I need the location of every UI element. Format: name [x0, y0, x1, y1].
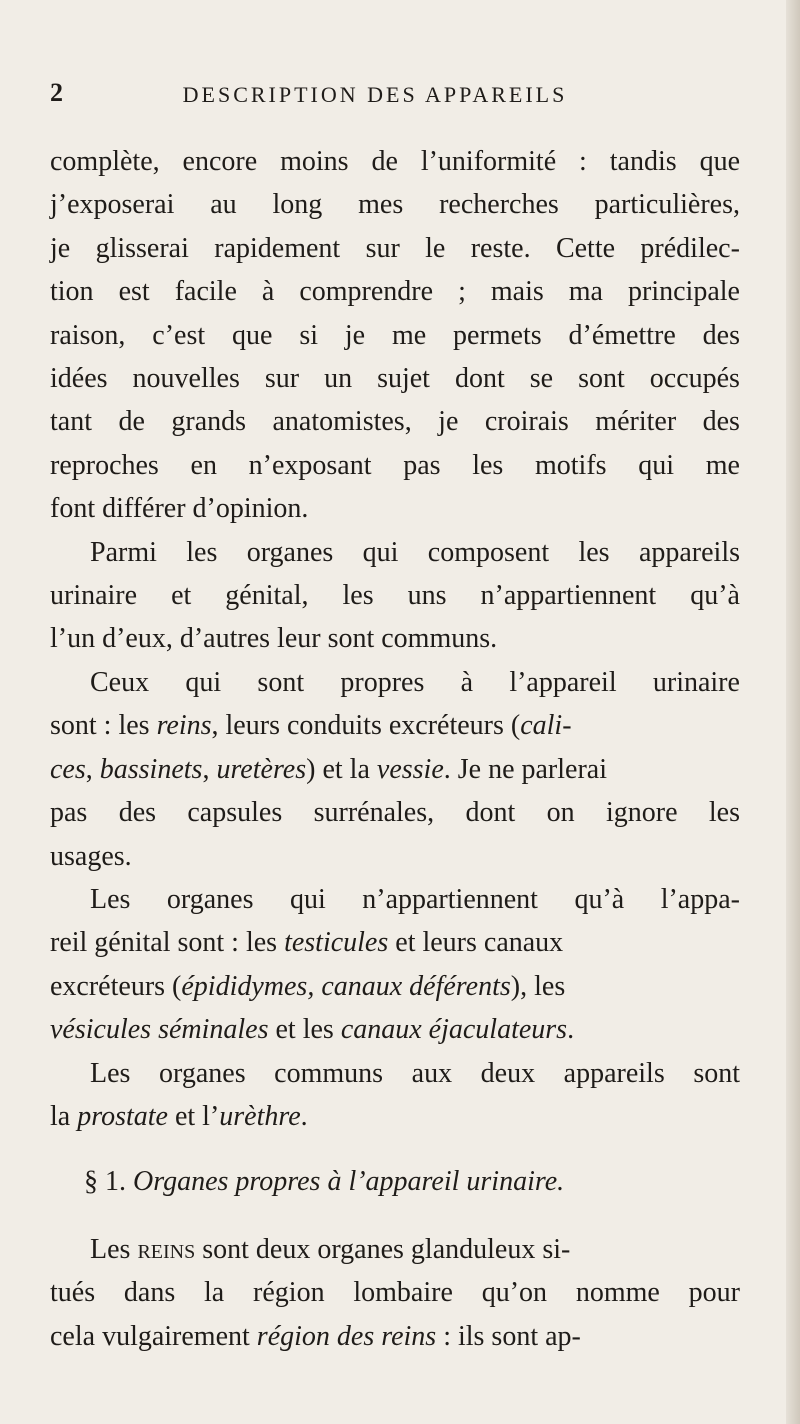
- word: qu’à: [574, 883, 625, 915]
- italic-term: vésicules séminales: [50, 1014, 269, 1046]
- word: tués: [50, 1277, 96, 1309]
- word: mériter: [595, 406, 677, 438]
- word: de: [118, 406, 145, 438]
- word: reste.: [470, 232, 531, 264]
- word: au: [210, 189, 237, 221]
- section-number: § 1.: [84, 1166, 126, 1198]
- word: propres: [340, 666, 425, 698]
- word: l’uniformité: [420, 146, 557, 177]
- word: les: [472, 449, 504, 481]
- word: qui: [362, 536, 399, 568]
- text-line: la prostate et l’urèthre.: [50, 1100, 308, 1132]
- word: surrénales,: [313, 797, 435, 829]
- word: particulières,: [594, 189, 740, 221]
- word: organes: [166, 883, 254, 915]
- word: région: [253, 1277, 325, 1309]
- italic-term: canaux éjaculateurs: [340, 1014, 568, 1046]
- word: permets: [453, 319, 542, 351]
- word: j’exposerai: [50, 189, 175, 221]
- word: qui: [289, 883, 326, 915]
- word: appareils: [563, 1057, 665, 1089]
- text-line: [50, 791, 740, 834]
- italic-term: vessie: [376, 753, 444, 785]
- word: dont: [465, 797, 516, 829]
- word: les: [708, 797, 740, 829]
- word: je: [438, 406, 459, 438]
- word: Les: [90, 883, 131, 915]
- word: n’exposant: [248, 449, 372, 481]
- word: qui: [185, 666, 222, 698]
- italic-term: reins: [156, 710, 212, 742]
- word: dans: [123, 1277, 176, 1309]
- word: est: [118, 276, 150, 308]
- word: communs: [274, 1057, 384, 1089]
- word: l’appareil: [509, 666, 617, 698]
- text-line: [50, 1271, 740, 1314]
- word: qu’on: [481, 1277, 548, 1309]
- body-text: [50, 140, 740, 1358]
- text-line: excréteurs (épididymes, canaux déférents), les: [50, 970, 566, 1002]
- text-line: Les reins sont deux organes glanduleux si-: [90, 1233, 571, 1265]
- word: pas: [50, 797, 88, 829]
- word: sont: [257, 666, 305, 698]
- word: :: [579, 146, 587, 177]
- word: raison,: [50, 319, 126, 351]
- word: d’émettre: [568, 319, 676, 351]
- word: tion: [50, 276, 94, 308]
- page-header: [50, 78, 700, 118]
- word: Les: [90, 1057, 131, 1089]
- page-number: 2: [50, 78, 63, 107]
- word: pas: [403, 449, 441, 481]
- word: uns: [407, 580, 447, 612]
- italic-term: bassinets: [99, 753, 203, 785]
- word: sujet: [377, 363, 430, 395]
- word: un: [324, 363, 353, 395]
- word: n’appartiennent: [362, 883, 538, 915]
- word: motifs: [535, 449, 607, 481]
- word: des: [702, 319, 740, 351]
- section-title: Organes propres à l’appareil urinaire.: [133, 1166, 565, 1198]
- word: des: [118, 797, 157, 829]
- word: tant: [50, 406, 92, 438]
- page-edge: [786, 0, 800, 1424]
- text-line: [50, 661, 740, 704]
- word: recherches: [439, 189, 559, 221]
- word: reproches: [50, 449, 159, 481]
- word: les: [342, 580, 374, 612]
- word: facile: [174, 276, 237, 308]
- word: nomme: [575, 1277, 660, 1309]
- word: dont: [454, 363, 505, 395]
- text-line: [50, 574, 740, 617]
- word: mais: [490, 276, 544, 308]
- italic-term: ces: [50, 753, 86, 785]
- word: grands: [171, 406, 247, 438]
- word: complète,: [50, 146, 160, 177]
- italic-term: prostate: [77, 1100, 168, 1132]
- word: sur: [365, 232, 400, 264]
- text-line: sont : les reins, leurs conduits excréteurs (cali-: [50, 710, 572, 742]
- text-line: ces, bassinets, uretères) et la vessie. Je ne parlerai: [50, 753, 607, 785]
- word: occupés: [649, 363, 740, 395]
- word: se: [529, 363, 554, 395]
- word: Parmi: [90, 536, 157, 568]
- italic-term: uretères: [216, 753, 307, 785]
- text-line: [50, 400, 740, 443]
- word: les: [578, 536, 610, 568]
- word: ;: [458, 276, 466, 308]
- word: encore: [182, 146, 258, 177]
- word: prédilec-: [640, 232, 740, 264]
- word: pour: [688, 1277, 740, 1309]
- word: composent: [427, 536, 550, 568]
- word: moins: [280, 146, 349, 177]
- word: principale: [628, 276, 740, 308]
- word: ma: [568, 276, 603, 308]
- text-line: reil génital sont : les testicules et leurs canaux: [50, 927, 564, 959]
- word: génital,: [225, 580, 309, 612]
- word: à: [460, 666, 474, 698]
- word: Ceux: [90, 666, 150, 698]
- word: mes: [358, 189, 404, 221]
- italic-term: urèthre: [219, 1100, 301, 1132]
- word: le: [425, 232, 446, 264]
- word: n’appartiennent: [480, 580, 657, 612]
- italic-term: testicules: [284, 927, 389, 959]
- word: on: [546, 797, 575, 829]
- text-line: font différer d’opinion.: [50, 493, 309, 525]
- word: capsules: [187, 797, 283, 829]
- word: rapidement: [214, 232, 341, 264]
- word: les: [186, 536, 218, 568]
- word: sont: [578, 363, 625, 395]
- text-line: [50, 357, 740, 400]
- word: me: [391, 319, 427, 351]
- word: comprendre: [299, 276, 434, 308]
- word: anatomistes,: [272, 406, 412, 438]
- text-line: vésicules séminales et les canaux éjaculateurs.: [50, 1014, 575, 1046]
- italic-term: cali-: [520, 710, 572, 742]
- word: sur: [264, 363, 300, 395]
- word: et: [171, 580, 192, 612]
- word: urinaire: [50, 580, 138, 612]
- word: nouvelles: [132, 363, 240, 395]
- word: tandis: [609, 146, 677, 177]
- word: la: [204, 1277, 225, 1309]
- word: me: [705, 449, 740, 481]
- word: appareils: [638, 536, 740, 568]
- text-line: [50, 1052, 740, 1095]
- word: qui: [638, 449, 675, 481]
- running-head: DESCRIPTION DES APPAREILS: [182, 82, 568, 107]
- text-line: [50, 444, 740, 487]
- word: Cette: [555, 232, 616, 264]
- word: l’appa-: [660, 883, 740, 915]
- text-line: l’un d’eux, d’autres leur sont communs.: [50, 623, 498, 655]
- word: en: [190, 449, 217, 481]
- word: organes: [246, 536, 334, 568]
- word: croirais: [484, 406, 569, 438]
- word: lombaire: [353, 1277, 453, 1309]
- text-line: [50, 531, 740, 574]
- word: urinaire: [652, 666, 740, 698]
- word: de: [371, 146, 398, 177]
- word: des: [702, 406, 740, 438]
- word: idées: [50, 363, 108, 395]
- italic-term: région des reins: [256, 1320, 437, 1352]
- word: organes: [159, 1057, 246, 1089]
- text-line: cela vulgairement région des reins : ils sont ap-: [50, 1320, 581, 1352]
- word: sont: [693, 1057, 740, 1089]
- word: glisserai: [95, 232, 189, 264]
- word: si: [299, 319, 318, 351]
- word: que: [699, 146, 740, 177]
- small-caps-term: reins: [137, 1233, 196, 1265]
- text-line: [50, 227, 740, 270]
- italic-term: épididymes, canaux déférents: [181, 970, 511, 1002]
- section-heading: [50, 1160, 740, 1203]
- word: qu’à: [690, 580, 740, 612]
- word: c’est: [152, 319, 206, 351]
- text-line: usages.: [50, 840, 132, 872]
- word: aux: [411, 1057, 453, 1089]
- text-line: [50, 270, 740, 313]
- word: que: [232, 319, 273, 351]
- word: long: [272, 189, 323, 221]
- word: à: [261, 276, 275, 308]
- word: ignore: [605, 797, 678, 829]
- text-line: [50, 140, 740, 183]
- word: je: [50, 232, 71, 264]
- word: je: [344, 319, 366, 351]
- word: deux: [480, 1057, 536, 1089]
- text-line: [50, 878, 740, 921]
- text-line: [50, 314, 740, 357]
- text-line: [50, 183, 740, 226]
